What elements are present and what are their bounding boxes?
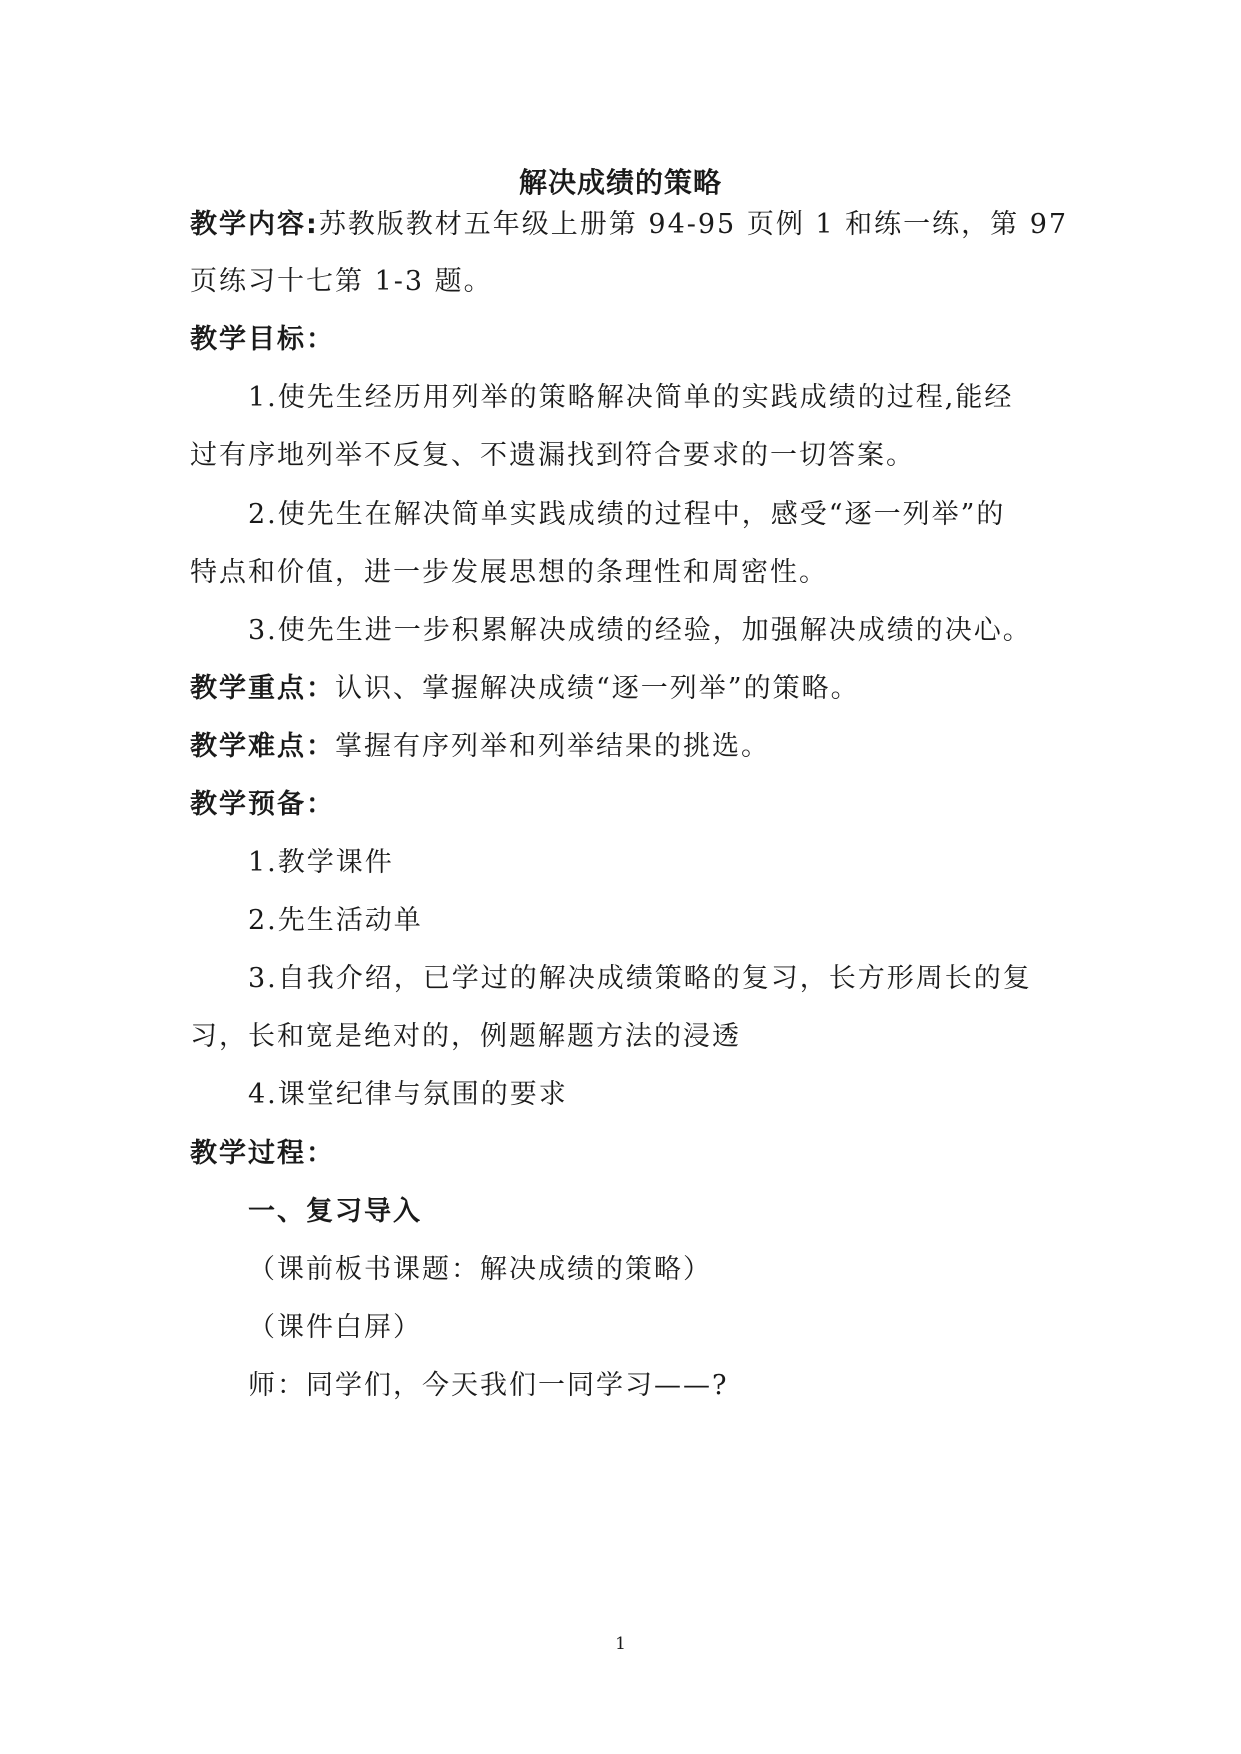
page-number: 1 bbox=[615, 1634, 626, 1654]
difficulty-text: 掌握有序列举和列举结果的挑选。 bbox=[335, 731, 770, 762]
preparation-item-2: 2.先生活动单 bbox=[248, 905, 423, 936]
objective-2-line-2: 特点和价值，进一步发展思想的条理性和周密性。 bbox=[190, 557, 828, 588]
section-1-heading: 一、复习导入 bbox=[248, 1196, 422, 1227]
content-line-2: 页练习十七第 1-3 题。 bbox=[190, 266, 493, 297]
process-note-1: （课前板书课题：解决成绩的策略） bbox=[248, 1254, 712, 1285]
content-text-1: 苏教版教材五年级上册第 94-95 页例 1 和练一练，第 97 bbox=[318, 209, 1069, 240]
process-dialogue-1: 师：同学们，今天我们一同学习——? bbox=[248, 1370, 729, 1401]
objective-1-line-2: 过有序地列举不反复、不遗漏找到符合要求的一切答案。 bbox=[190, 440, 915, 471]
preparation-item-3-line-2: 习，长和宽是绝对的，例题解题方法的浸透 bbox=[190, 1021, 741, 1052]
preparation-label: 教学预备： bbox=[190, 789, 335, 820]
objective-3-line-1: 3.使先生进一步积累解决成绩的经验，加强解决成绩的决心。 bbox=[248, 615, 1032, 646]
key-point-line bbox=[190, 669, 860, 709]
process-label: 教学过程： bbox=[190, 1138, 335, 1169]
difficulty-label: 教学难点： bbox=[190, 731, 335, 762]
objective-2-line-1: 2.使先生在解决简单实践成绩的过程中，感受“逐一列举”的 bbox=[248, 499, 1006, 530]
preparation-item-3-line-1: 3.自我介绍，已学过的解决成绩策略的复习，长方形周长的复 bbox=[248, 963, 1032, 994]
objectives-label: 教学目标： bbox=[190, 324, 335, 355]
document-title: 解决成绩的策略 bbox=[518, 166, 722, 199]
key-point-text: 认识、掌握解决成绩“逐一列举”的策略。 bbox=[335, 673, 860, 704]
preparation-item-1: 1.教学课件 bbox=[248, 847, 394, 878]
objective-1-line-1: 1.使先生经历用列举的策略解决简单的实践成绩的过程,能经 bbox=[248, 382, 1014, 413]
process-note-2: （课件白屏） bbox=[248, 1312, 422, 1343]
difficulty-line bbox=[190, 727, 770, 767]
content-line-1 bbox=[190, 205, 1068, 245]
key-point-label: 教学重点： bbox=[190, 673, 335, 704]
preparation-item-4: 4.课堂纪律与氛围的要求 bbox=[248, 1079, 568, 1110]
content-label: 教学内容: bbox=[190, 209, 319, 240]
